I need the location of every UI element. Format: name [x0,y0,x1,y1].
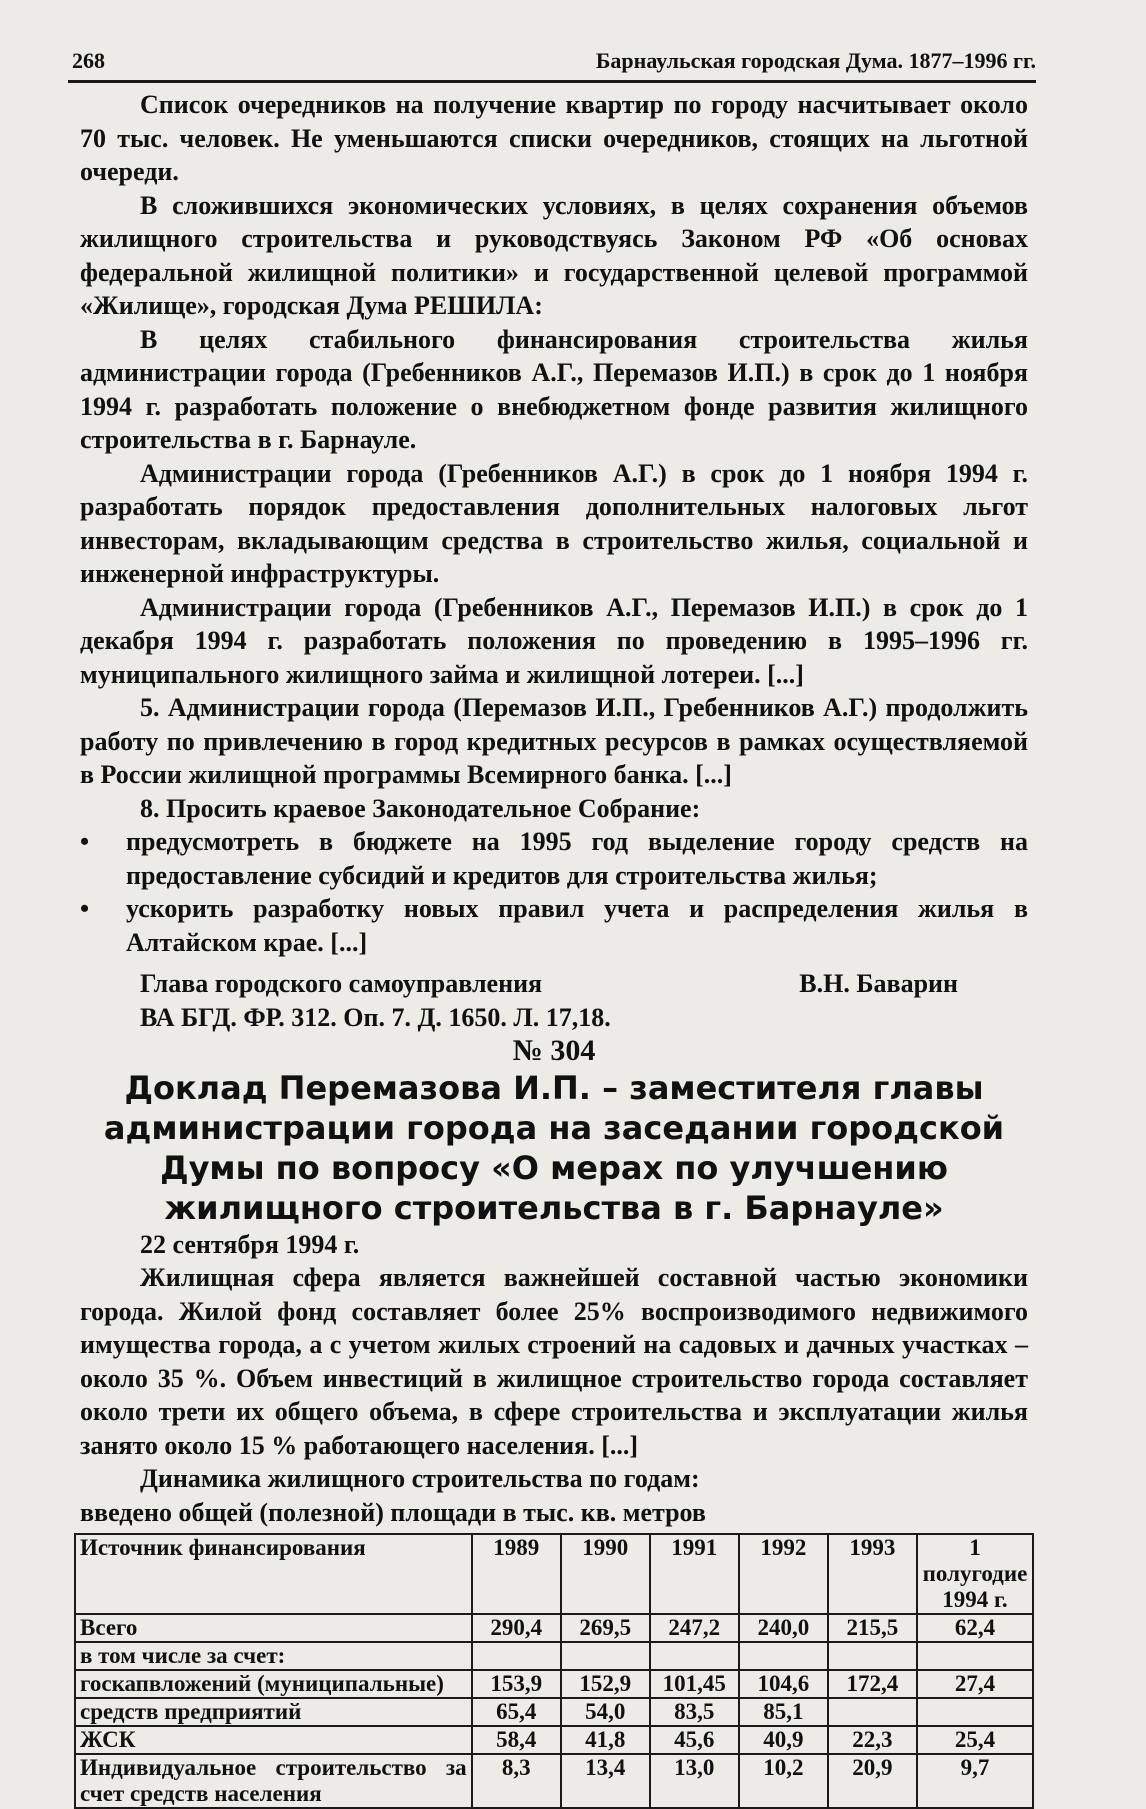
table-header-cell: 1 полугодие 1994 г. [917,1534,1033,1614]
table-cell: 65,4 [472,1698,561,1726]
paragraph: В целях стабильного финансирования строительства жилья администрации города (Гребенников А.Г., Перемазов И.П.) в срок до 1 ноября 1994 г. разработать положение о внебюджетном фонде развития жилищного строительства в г. Барнауле. [80,324,1028,454]
signature-role: Глава городского самоуправления [140,969,543,998]
table-cell: 104,6 [739,1670,828,1698]
table-cell: 22,3 [828,1726,917,1754]
table-cell [472,1642,561,1670]
table-cell: 8,3 [472,1754,561,1808]
table-cell [561,1642,650,1670]
table-cell: 172,4 [828,1670,917,1698]
document-title: Доклад Перемазова И.П. – заместителя главы администрации города на заседании городской Думы по вопросу «О мерах по улучшению жилищного строительства в г. Барнауле» [103,1068,1005,1227]
document-date: 22 сентября 1994 г. [140,1229,360,1259]
table-cell: Индивидуальное строительство за счет средств населения [75,1754,472,1808]
signature-name: В.Н. Баварин [799,969,958,998]
table-cell: 13,4 [561,1754,650,1808]
table-cell: 25,4 [917,1726,1033,1754]
table-cell: 153,9 [472,1670,561,1698]
table-cell: 215,5 [828,1614,917,1642]
page-body [80,88,1028,1809]
table-cell [828,1698,917,1726]
table-row [75,1698,1033,1726]
table-cell: 62,4 [917,1614,1033,1642]
archive-reference: ВА БГД. ФР. 312. Оп. 7. Д. 1650. Л. 17,18. [140,1002,611,1032]
table-header-cell: 1992 [739,1534,828,1614]
table-cell: 13,0 [650,1754,739,1808]
page-header [68,40,1036,83]
table-cell: средств предприятий [75,1698,472,1726]
table-row [75,1670,1033,1698]
table-caption: Динамика жилищного строительства по годам: [140,1464,700,1493]
table-subcaption: введено общей (полезной) площади в тыс. кв. метров [80,1497,706,1527]
paragraph: 5. Администрации города (Перемазов И.П., Гребенников А.Г.) продолжить работу по привлечению в город кредитных ресурсов в рамках осуществляемой в России жилищной программы Всемирного банка. [...] [80,693,1028,789]
table-cell: 269,5 [561,1614,650,1642]
table-cell: 290,4 [472,1614,561,1642]
table-cell: 9,7 [917,1754,1033,1808]
table-cell: 20,9 [828,1754,917,1808]
table-cell: 54,0 [561,1698,650,1726]
table-header-cell: 1990 [561,1534,650,1614]
table-cell: 247,2 [650,1614,739,1642]
table-cell: 58,4 [472,1726,561,1754]
paragraph: Администрации города (Гребенников А.Г., Перемазов И.П.) в срок до 1 декабря 1994 г. разработать положения по проведению в 1995–1996 гг. муниципального жилищного займа и жилищной лотереи. [...] [80,592,1028,689]
running-title: Барнаульская городская Дума. 1877–1996 гг. [595,48,1036,73]
table-row [75,1726,1033,1754]
table-row [75,1614,1033,1642]
signature-line [80,967,1028,1001]
bullet-item: • ускорить разработку новых правил учета и распределения жилья в Алтайском крае. [...] [80,892,1028,959]
table-header-cell: 1989 [472,1534,561,1614]
table-cell [739,1642,828,1670]
table-cell: ЖСК [75,1726,472,1754]
table-cell [917,1698,1033,1726]
table-header-row [75,1534,1033,1614]
table-cell: 45,6 [650,1726,739,1754]
housing-table [74,1533,1034,1809]
table-cell: 101,45 [650,1670,739,1698]
table-header-cell: 1993 [828,1534,917,1614]
table-cell: в том числе за счет: [75,1642,472,1670]
table-cell: 41,8 [561,1726,650,1754]
table-cell: 10,2 [739,1754,828,1808]
paragraph: В сложившихся экономических условиях, в целях сохранения объемов жилищного строительства и руководствуясь Законом РФ «Об основах федеральной жилищной политики» и государственной целевой программой «Жилище», городская Дума РЕШИЛА: [80,190,1028,320]
table-cell: госкапвложений (муниципальные) [75,1670,472,1698]
table-cell [650,1642,739,1670]
paragraph: Список очередников на получение квартир по городу насчитывает около 70 тыс. человек. Не уменьшаются списки очередников, стоящих на льготной очереди. [80,90,1028,186]
paragraph: Администрации города (Гребенников А.Г.) в срок до 1 ноября 1994 г. разработать порядок предоставления дополнительных налоговых льгот инвесторам, вкладывающим средства в строительство жилья, социальной и инженерной инфраструктуры. [80,458,1028,588]
table-cell: Всего [75,1614,472,1642]
page-number: 268 [72,48,105,73]
table-cell: 40,9 [739,1726,828,1754]
document-number: № 304 [512,1034,596,1067]
table-cell: 240,0 [739,1614,828,1642]
table-cell: 27,4 [917,1670,1033,1698]
paragraph: Жилищная сфера является важнейшей составной частью экономики города. Жилой фонд составляет более 25% воспроизводимого недвижимого имущества города, а с учетом жилых строений на садовых и дачных участках – около 35 %. Объем инвестиций в жилищное строительство города составляет около трети их общего объема, в сфере строительства и эксплуатации жилья занято около 15 % работающего населения. [...] [80,1263,1028,1460]
bullet-item: • предусмотреть в бюджете на 1995 год выделение городу средств на предоставление субсидий и кредитов для строительства жилья; [80,825,1028,892]
table-cell: 83,5 [650,1698,739,1726]
table-header-cell: Источник финансирования [75,1534,472,1614]
table-row [75,1642,1033,1670]
table-cell [828,1642,917,1670]
table-cell [917,1642,1033,1670]
table-row [75,1754,1033,1808]
table-cell: 152,9 [561,1670,650,1698]
table-header-cell: 1991 [650,1534,739,1614]
paragraph: 8. Просить краевое Законодательное Собрание: [140,793,701,823]
table-cell: 85,1 [739,1698,828,1726]
